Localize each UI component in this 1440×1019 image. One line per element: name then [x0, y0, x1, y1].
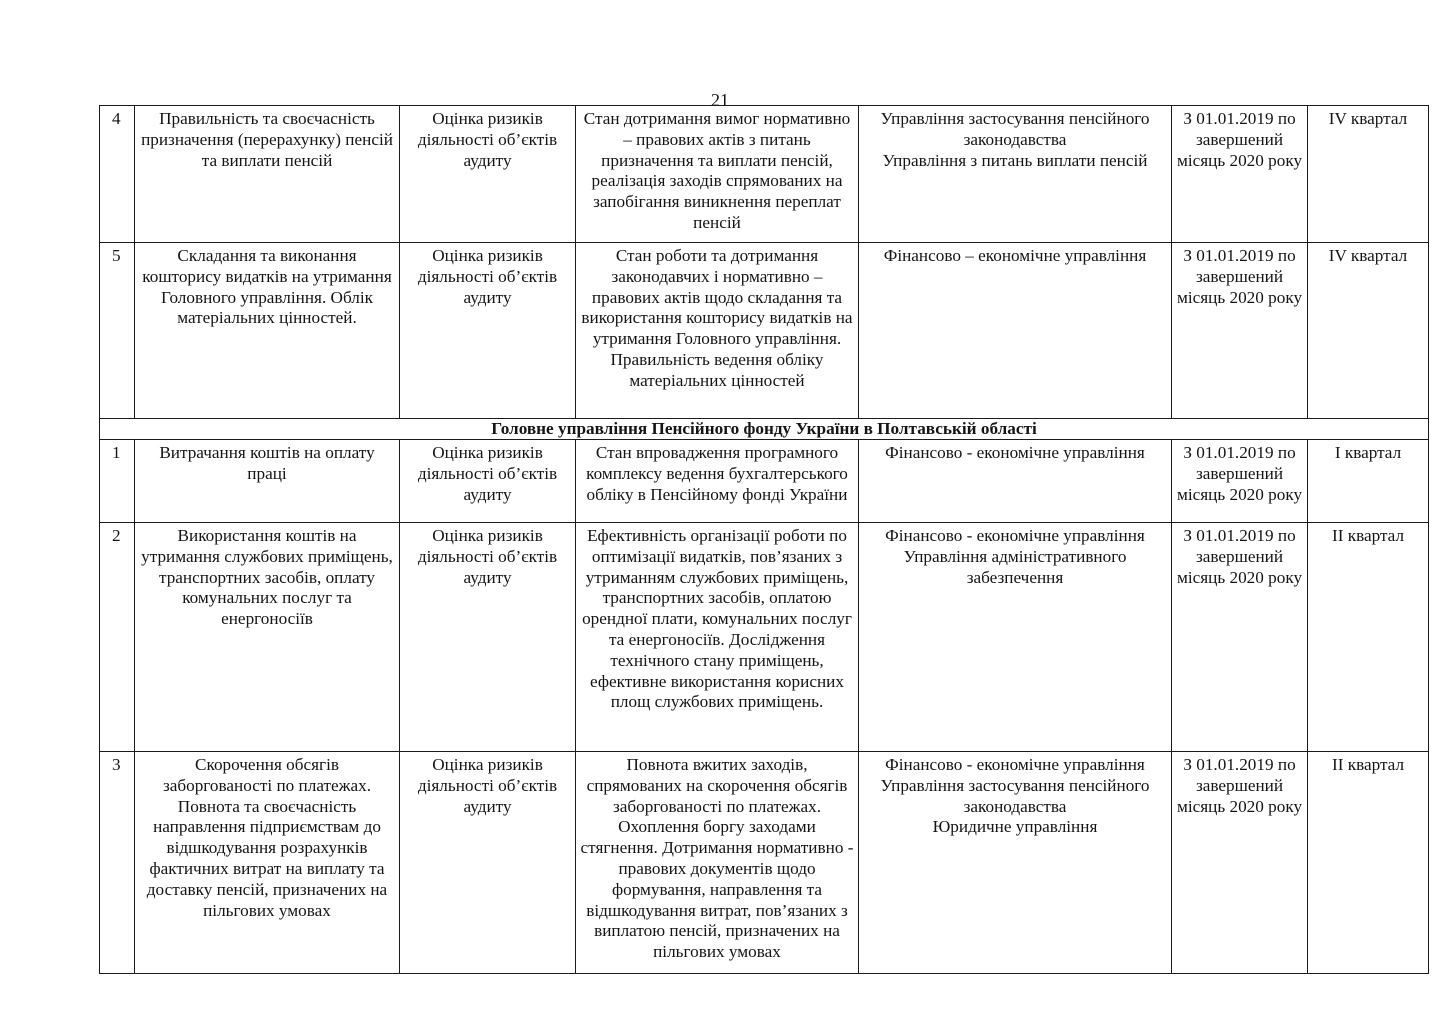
responsible-units: Фінансово – економічне управління: [859, 243, 1172, 419]
audit-method: Оцінка ризиків діяльності об’єктів аудиту: [400, 243, 576, 419]
row-number: 3: [100, 752, 135, 974]
audit-content: Стан роботи та дотримання законодавчих і нормативно – правових актів щодо складання та використання кошторису видатків на утримання Головного управління. Правильність ведення обліку матеріальних цінностей: [576, 243, 859, 419]
audit-quarter: IV квартал: [1308, 106, 1429, 243]
audit-subject: Правильність та своєчасність призначення (перерахунку) пенсій та виплати пенсій: [135, 106, 400, 243]
row-number: 2: [100, 523, 135, 752]
audit-period: З 01.01.2019 по завершений місяць 2020 року: [1172, 752, 1308, 974]
audit-method: Оцінка ризиків діяльності об’єктів аудиту: [400, 523, 576, 752]
audit-content: Повнота вжитих заходів, спрямованих на скорочення обсягів заборгованості по платежах. Охоплення боргу заходами стягнення. Дотримання нормативно - правових документів щодо формування, направлення та відшкодування витрат, пов’язаних з виплатою пенсій, призначених на пільгових умовах: [576, 752, 859, 974]
table-row: [100, 440, 1429, 523]
audit-quarter: IV квартал: [1308, 243, 1429, 419]
audit-subject: Скорочення обсягів заборгованості по платежах. Повнота та своєчасність направлення підприємствам до відшкодування розрахунків фактичних витрат на виплату та доставку пенсій, призначених на пільгових умовах: [135, 752, 400, 974]
audit-quarter: II квартал: [1308, 752, 1429, 974]
audit-content: Ефективність організації роботи по оптимізації видатків, пов’язаних з утриманням службових приміщень, транспортних засобів, оплатою орендної плати, комунальних послуг та енергоносіїв. Дослідження технічного стану приміщень, ефективне використання корисних площ службових приміщень.: [576, 523, 859, 752]
responsible-units: Фінансово - економічне управління Управління адміністративного забезпечення: [859, 523, 1172, 752]
audit-subject: Використання коштів на утримання службових приміщень, транспортних засобів, оплату комунальних послуг та енергоносіїв: [135, 523, 400, 752]
audit-subject: Витрачання коштів на оплату праці: [135, 440, 400, 523]
audit-method: Оцінка ризиків діяльності об’єктів аудиту: [400, 440, 576, 523]
section-heading-row: [100, 419, 1429, 440]
responsible-units: Управління застосування пенсійного законодавства Управління з питань виплати пенсій: [859, 106, 1172, 243]
audit-period: З 01.01.2019 по завершений місяць 2020 року: [1172, 106, 1308, 243]
audit-period: З 01.01.2019 по завершений місяць 2020 року: [1172, 243, 1308, 419]
page-number: 21: [711, 90, 729, 110]
table-row: [100, 752, 1429, 974]
table-row: [100, 523, 1429, 752]
audit-plan-table: [99, 105, 1429, 974]
table-row: [100, 106, 1429, 243]
section-title: Головне управління Пенсійного фонду України в Полтавській області: [100, 419, 1429, 440]
responsible-units: Фінансово - економічне управління: [859, 440, 1172, 523]
audit-method: Оцінка ризиків діяльності об’єктів аудиту: [400, 752, 576, 974]
audit-period: З 01.01.2019 по завершений місяць 2020 року: [1172, 440, 1308, 523]
audit-content: Стан дотримання вимог нормативно – правових актів з питань призначення та виплати пенсій, реалізація заходів спрямованих на запобігання виникнення переплат пенсій: [576, 106, 859, 243]
audit-method: Оцінка ризиків діяльності об’єктів аудиту: [400, 106, 576, 243]
row-number: 4: [100, 106, 135, 243]
row-number: 1: [100, 440, 135, 523]
audit-content: Стан впровадження програмного комплексу ведення бухгалтерського обліку в Пенсійному фонді України: [576, 440, 859, 523]
row-number: 5: [100, 243, 135, 419]
audit-period: З 01.01.2019 по завершений місяць 2020 року: [1172, 523, 1308, 752]
audit-subject: Складання та виконання кошторису видатків на утримання Головного управління. Облік матеріальних цінностей.: [135, 243, 400, 419]
table-row: [100, 243, 1429, 419]
audit-quarter: II квартал: [1308, 523, 1429, 752]
responsible-units: Фінансово - економічне управління Управління застосування пенсійного законодавства Юридичне управління: [859, 752, 1172, 974]
audit-quarter: I квартал: [1308, 440, 1429, 523]
